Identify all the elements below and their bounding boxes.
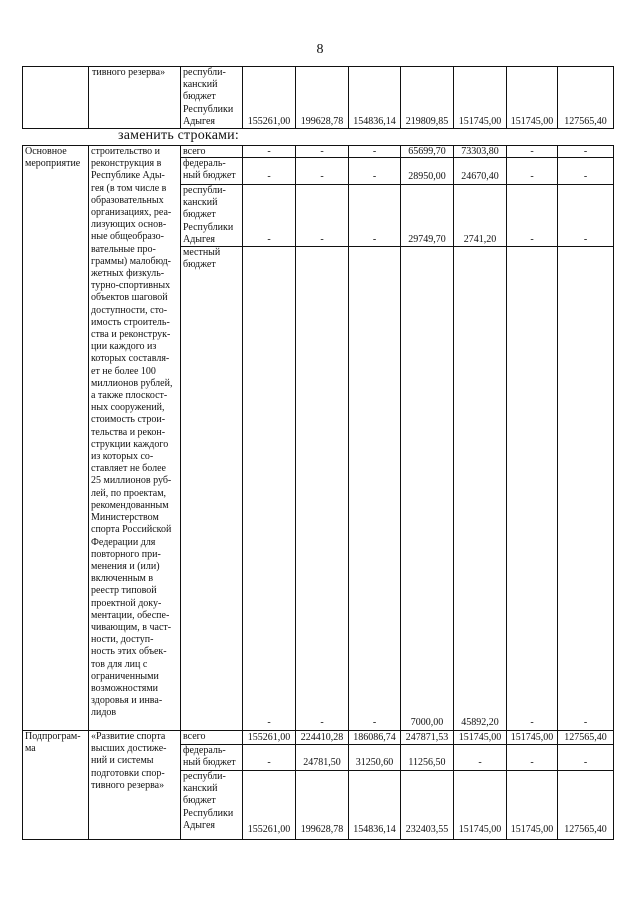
activity-local-2015: - [320,717,324,728]
activity-republic-2017: 29749,70 [408,234,446,245]
subprogram-republic-2014: 155261,00 [247,824,291,835]
subprogram-source-federal: федераль- ный бюджет [183,745,236,769]
subprogram-description-cell: «Развитие спорта высших достиже- ний и системы подготовки спор- тивного резерва» [91,731,167,791]
subprogram-federal-2019: - [530,757,534,768]
activity-local-2016: - [372,717,377,728]
subprogram-total-2015: 224410,28 [300,732,344,743]
top-value-2016: 154836,14 [353,116,396,127]
subprogram-republic-2017: 232403,55 [405,824,449,835]
activity-source-republic: республи- канский бюджет Республики Адыгея [183,185,234,245]
subprogram-type-cell: Подпрограм- ма [25,731,81,755]
activity-republic-2014: - [267,234,271,245]
table-line [22,128,614,129]
subprogram-republic-2019: 151745,00 [510,824,554,835]
table-line [613,145,614,840]
activity-republic-2020: - [583,234,588,245]
activity-total-2018: 73303,80 [461,146,499,157]
table-line [180,744,614,745]
activity-total-2015: - [320,146,324,157]
subprogram-republic-2016: 154836,14 [353,824,396,835]
table-line [88,66,89,129]
subprogram-total-2017: 247871,53 [405,732,449,743]
top-value-2014: 155261,00 [247,116,291,127]
subprogram-total-2019: 151745,00 [510,732,554,743]
activity-federal-2018: 24670,40 [461,171,499,182]
subprogram-republic-2015: 199628,78 [300,824,344,835]
subprogram-republic-2018: 151745,00 [458,824,502,835]
subprogram-source-total: всего [183,731,206,742]
top-value-2019: 151745,00 [510,116,554,127]
activity-local-2018: 45892,20 [461,717,499,728]
subprogram-federal-2017: 11256,50 [408,757,446,768]
activity-federal-2019: - [530,171,534,182]
activity-total-2014: - [267,146,271,157]
subprogram-source-republic: республи- канский бюджет Республики Адыгея [183,771,234,831]
table-line [180,145,181,840]
activity-republic-2015: - [320,234,324,245]
activity-description-cell: строительство и реконструкция в Республике Ады- гея (в том числе в образовательных организациях, реа- лизующих основ- ные общеобразо- вательные про- граммы) малобюд- жетных физкуль- турно-спортивных объектов шаговой доступности, сто- имость строитель- ства и реконструк- ции каждого из которых составля- ет не более 100 миллионов рублей, а также плоскост- ных сооружений, стоимость строи- тельства и рекон- струкции каждого из которых со- ставляет не более 25 миллионов руб- лей, по проектам, рекомендованным Министерством спорта Российской Федерации для повторного при- менения и (или) включенным в реестр типовой проектной доку- ментации, обеспе- чивающим, в част- ности, доступ- ность этих объек- тов для лиц с ограниченными возможностями здоровья и инва- лидов [91,146,173,719]
top-value-2020: 127565,40 [564,116,607,127]
subprogram-federal-2014: - [267,757,271,768]
activity-republic-2016: - [372,234,377,245]
subprogram-federal-2016: 31250,60 [355,757,394,768]
activity-republic-2019: - [530,234,534,245]
activity-local-2019: - [530,717,534,728]
activity-source-federal: федераль- ный бюджет [183,158,236,182]
table-line [22,839,614,840]
top-name-cell: тивного резерва» [92,67,166,78]
activity-type-cell: Основное мероприятие [25,146,81,170]
activity-source-local: местный бюджет [183,247,221,271]
table-line [180,184,614,185]
subprogram-federal-2020: - [583,757,588,768]
activity-federal-2020: - [583,171,588,182]
table-line [88,145,89,840]
page-number: 8 [316,42,324,57]
activity-source-total: всего [183,146,206,157]
activity-local-2014: - [267,717,271,728]
subprogram-total-2020: 127565,40 [564,732,607,743]
top-source-cell: республи- канский бюджет Республики Адыгея [183,67,234,127]
subprogram-total-2018: 151745,00 [458,732,502,743]
activity-federal-2014: - [267,171,271,182]
replace-heading: заменить строками: [118,128,239,143]
activity-republic-2018: 2741,20 [463,234,497,245]
top-value-2018: 151745,00 [458,116,502,127]
activity-total-2017: 65699,70 [408,146,446,157]
activity-federal-2017: 28950,00 [408,171,446,182]
subprogram-federal-2018: - [478,757,482,768]
activity-federal-2016: - [372,171,377,182]
table-line [180,66,181,129]
activity-total-2019: - [530,146,534,157]
table-line [613,66,614,129]
top-value-2015: 199628,78 [300,116,344,127]
activity-total-2016: - [372,146,377,157]
activity-local-2017: 7000,00 [410,717,444,728]
subprogram-total-2014: 155261,00 [247,732,291,743]
subprogram-republic-2020: 127565,40 [564,824,607,835]
subprogram-total-2016: 186086,74 [353,732,396,743]
subprogram-federal-2015: 24781,50 [303,757,341,768]
activity-total-2020: - [583,146,588,157]
table-line [180,246,614,247]
table-line [22,66,23,129]
activity-local-2020: - [583,717,588,728]
table-line [180,770,614,771]
top-value-2017: 219809,85 [405,116,449,127]
table-line [22,145,23,840]
activity-federal-2015: - [320,171,324,182]
